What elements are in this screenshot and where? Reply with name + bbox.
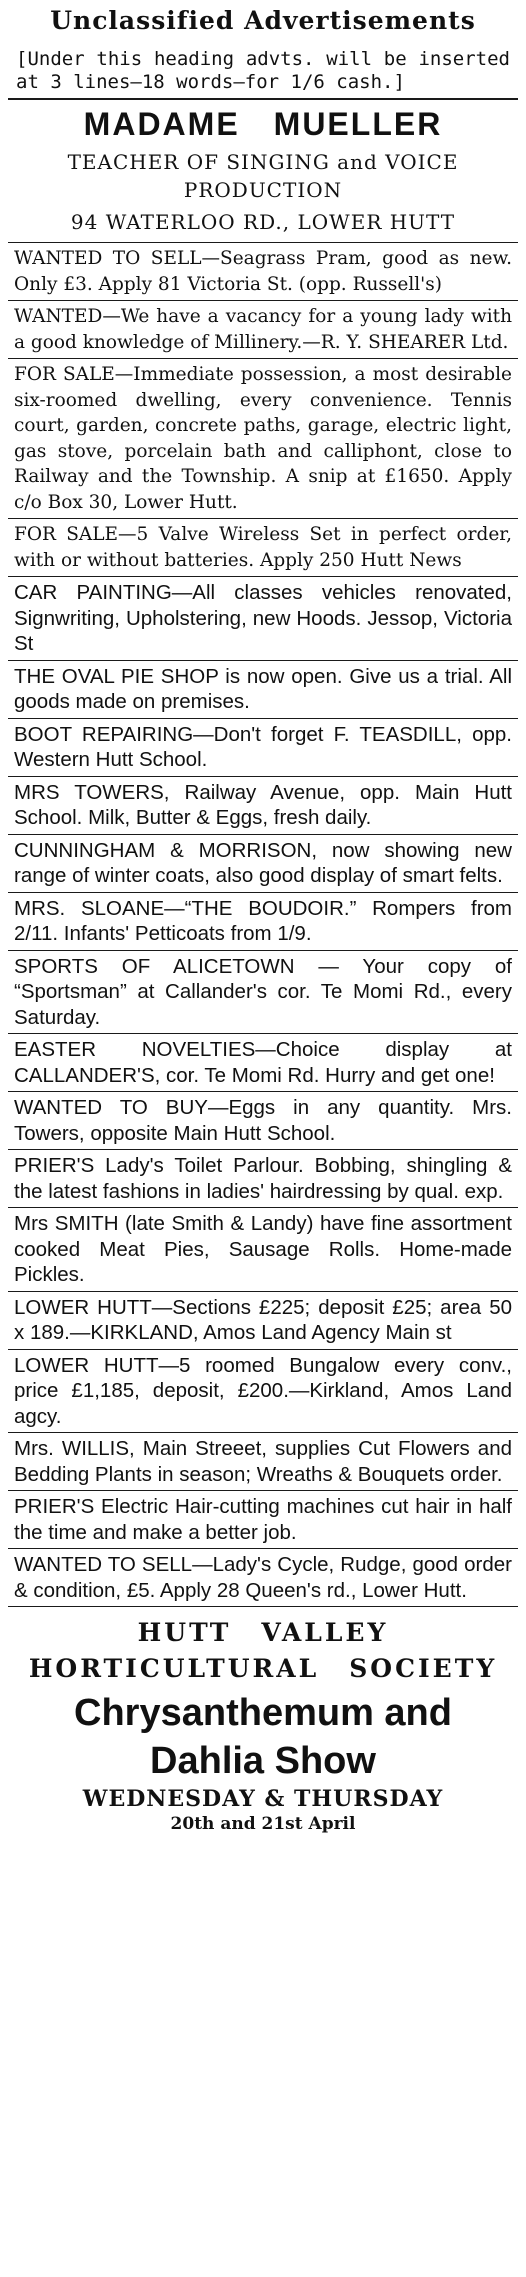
ad-item bbox=[8, 1292, 518, 1350]
show-title-line2: Dahlia Show bbox=[150, 1740, 376, 1782]
ad-item bbox=[8, 893, 518, 951]
ads-list bbox=[8, 243, 518, 1607]
society-word-valley: VALLEY bbox=[261, 1618, 389, 1647]
ad-item bbox=[8, 1491, 518, 1549]
ad-text: FOR SALE—5 Valve Wireless Set in perfect order, with or without batteries. Apply 250 Hutt News bbox=[14, 524, 512, 571]
ad-text: Mrs. WILLIS, Main Streeet, supplies Cut Flowers and Bedding Plants in season; Wreaths & Bouquets order. bbox=[14, 1437, 512, 1486]
show-title-line1: Chrysanthemum and bbox=[74, 1692, 452, 1734]
ad-item bbox=[8, 719, 518, 777]
ad-text: WANTED TO BUY—Eggs in any quantity. Mrs. Towers, opposite Main Hutt School. bbox=[14, 1096, 512, 1145]
ad-item bbox=[8, 577, 518, 661]
ad-text: MRS TOWERS, Railway Avenue, opp. Main Hutt School. Milk, Butter & Eggs, fresh daily. bbox=[14, 780, 512, 829]
madame-teacher-line: TEACHER OF SINGING and VOICE PRODUCTION bbox=[67, 150, 459, 202]
ad-item bbox=[8, 1549, 518, 1607]
section-heading: Unclassified Advertisements bbox=[50, 6, 476, 35]
ad-item bbox=[8, 1350, 518, 1434]
society-word-hutt: HUTT bbox=[137, 1618, 232, 1647]
ad-text: Mrs SMITH (late Smith & Landy) have fine assortment cooked Meat Pies, Sausage Rolls. Home-made Pickles. bbox=[14, 1212, 512, 1286]
ad-text: FOR SALE—Immediate possession, a most desirable six-roomed dwelling, every convenience. Tennis court, garden, concrete paths, garage, electric light, gas stove, porcelain bath and calliphont, close to Railway and the Township. A snip at £1650. Apply c/o Box 30, Lower Hutt. bbox=[14, 364, 512, 513]
ad-text: LOWER HUTT—Sections £225; deposit £25; area 50 x 189.—KIRKLAND, Amos Land Agency Main st bbox=[14, 1295, 512, 1344]
ad-item bbox=[8, 661, 518, 719]
ad-item bbox=[8, 951, 518, 1035]
society-name-line1 bbox=[8, 1615, 518, 1651]
ad-text: CAR PAINTING—All classes vehicles renovated, Signwriting, Upholstering, new Hoods. Jessop, Victoria St bbox=[14, 581, 512, 655]
society-word-society: SOCIETY bbox=[349, 1654, 498, 1683]
ad-item bbox=[8, 1208, 518, 1292]
ad-text: PRIER'S Electric Hair-cutting machines cut hair in half the time and make a better job. bbox=[14, 1495, 512, 1544]
society-name-line2 bbox=[8, 1651, 518, 1687]
ad-item bbox=[8, 359, 518, 519]
divider bbox=[8, 98, 518, 100]
ad-item bbox=[8, 519, 518, 577]
horticultural-show-ad bbox=[8, 1607, 518, 1835]
society-word-horticultural: HORTICULTURAL bbox=[28, 1654, 320, 1683]
ad-text: WANTED TO SELL—Lady's Cycle, Rudge, good order & condition, £5. Apply 28 Queen's rd., Lower Hutt. bbox=[14, 1553, 512, 1602]
show-dates: 20th and 21st April bbox=[170, 1814, 356, 1834]
ad-text: WANTED TO SELL—Seagrass Pram, good as new. Only £3. Apply 81 Victoria St. (opp. Russell's) bbox=[14, 248, 512, 295]
ad-item bbox=[8, 1433, 518, 1491]
ad-text: WANTED—We have a vacancy for a young lady with a good knowledge of Millinery.—R. Y. SHEARER Ltd. bbox=[14, 306, 512, 353]
ad-text: PRIER'S Lady's Toilet Parlour. Bobbing, shingling & the latest fashions in ladies' hairdressing by qual. exp. bbox=[14, 1154, 512, 1203]
ad-item bbox=[8, 1150, 518, 1208]
ad-item bbox=[8, 1034, 518, 1092]
ad-item bbox=[8, 301, 518, 359]
ad-text: EASTER NOVELTIES—Choice display at CALLANDER'S, cor. Te Momi Rd. Hurry and get one! bbox=[14, 1038, 512, 1087]
madame-name-first: MADAME bbox=[83, 106, 240, 142]
ad-text: MRS. SLOANE—“THE BOUDOIR.” Rompers from 2/11. Infants' Petticoats from 1/9. bbox=[14, 896, 512, 945]
show-days: WEDNESDAY & THURSDAY bbox=[82, 1786, 444, 1812]
madame-address: 94 WATERLOO RD., LOWER HUTT bbox=[70, 210, 456, 234]
ad-text: SPORTS OF ALICETOWN — Your copy of “Sportsman” at Callander's cor. Te Momi Rd., every Saturday. bbox=[14, 954, 512, 1029]
newspaper-column bbox=[8, 0, 518, 1835]
madame-name bbox=[8, 106, 518, 142]
ad-item bbox=[8, 1092, 518, 1150]
ad-item bbox=[8, 835, 518, 893]
madame-mueller-ad bbox=[8, 106, 518, 236]
ad-text: CUNNINGHAM & MORRISON, now showing new range of winter coats, also good display of smart felts. bbox=[14, 838, 512, 887]
madame-name-last: MUELLER bbox=[273, 106, 443, 142]
heading-note: [Under this heading advts. will be inserted at 3 lines—18 words—for 1/6 cash.] bbox=[16, 48, 510, 93]
ad-text: THE OVAL PIE SHOP is now open. Give us a trial. All goods made on premises. bbox=[14, 664, 512, 713]
ad-item bbox=[8, 243, 518, 301]
ad-text: LOWER HUTT—5 roomed Bungalow every conv., price £1,185, deposit, £200.—Kirkland, Amos Land agcy. bbox=[14, 1353, 512, 1428]
ad-item bbox=[8, 777, 518, 835]
ad-text: BOOT REPAIRING—Don't forget F. TEASDILL, opp. Western Hutt School. bbox=[14, 722, 512, 771]
